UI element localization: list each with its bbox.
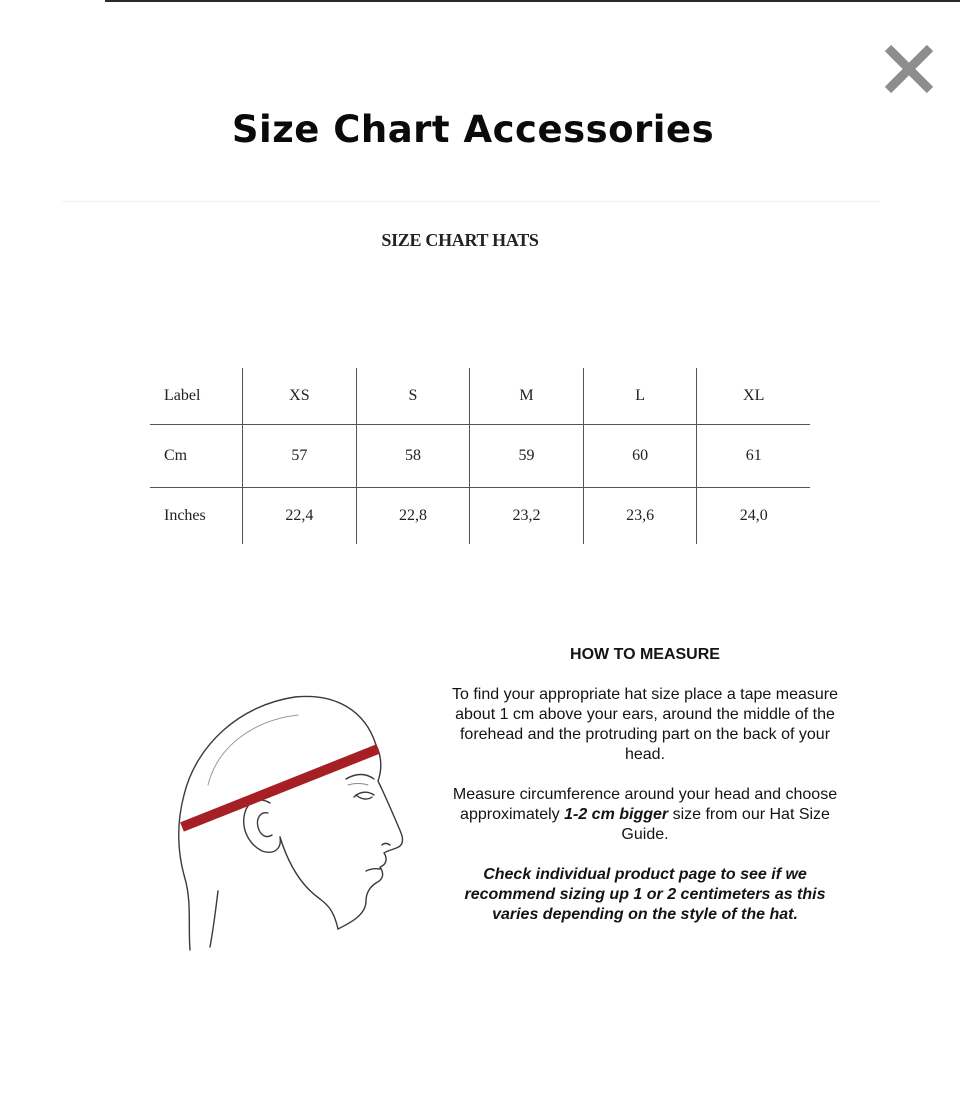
size-chart-table <box>150 368 810 544</box>
table-header-row <box>150 368 810 425</box>
table-cell: 57 <box>243 425 357 488</box>
size-header-l: L <box>583 368 697 425</box>
table-cell: 58 <box>356 425 470 488</box>
modal-title: Size Chart Accessories <box>231 108 715 151</box>
sizing-note: Check individual product page to see if we recommend sizing up 1 or 2 centimeters as this varies depending on the style of the hat. <box>464 866 826 923</box>
recommendation-emphasis: 1-2 cm bigger <box>564 806 669 823</box>
how-to-measure-heading: HOW TO MEASURE <box>570 646 720 663</box>
measure-recommendation <box>450 785 840 845</box>
top-border-line <box>105 0 960 2</box>
size-header-s: S <box>356 368 470 425</box>
row-label-cm: Cm <box>150 425 243 488</box>
table-cell: 23,6 <box>583 488 697 545</box>
size-header-xl: XL <box>697 368 810 425</box>
table-cell: 22,8 <box>356 488 470 545</box>
table-cell: 23,2 <box>470 488 584 545</box>
measure-instructions: To find your appropriate hat size place a tape measure about 1 cm above your ears, around the middle of the forehead and the protruding part on the back of your head. <box>451 686 838 763</box>
how-to-measure-section <box>450 645 840 945</box>
recommendation-text-start: Measure circumference around your head and choose approximately <box>452 786 838 823</box>
table-row-cm <box>150 425 810 488</box>
table-cell: 22,4 <box>243 488 357 545</box>
table-header-label: Label <box>164 387 201 404</box>
size-header-xs: XS <box>243 368 357 425</box>
close-x-icon <box>880 40 938 98</box>
size-chart-heading: SIZE CHART HATS <box>381 230 539 250</box>
table-cell: 61 <box>697 425 810 488</box>
table-cell: 59 <box>470 425 584 488</box>
head-measurement-illustration <box>170 685 420 960</box>
size-header-m: M <box>470 368 584 425</box>
row-label-inches: Inches <box>150 488 243 545</box>
recommendation-text-end: size from our Hat Size Guide. <box>621 806 830 843</box>
close-button[interactable] <box>880 40 938 98</box>
section-divider <box>62 201 880 202</box>
table-row-inches <box>150 488 810 545</box>
table-cell: 24,0 <box>697 488 810 545</box>
table-cell: 60 <box>583 425 697 488</box>
